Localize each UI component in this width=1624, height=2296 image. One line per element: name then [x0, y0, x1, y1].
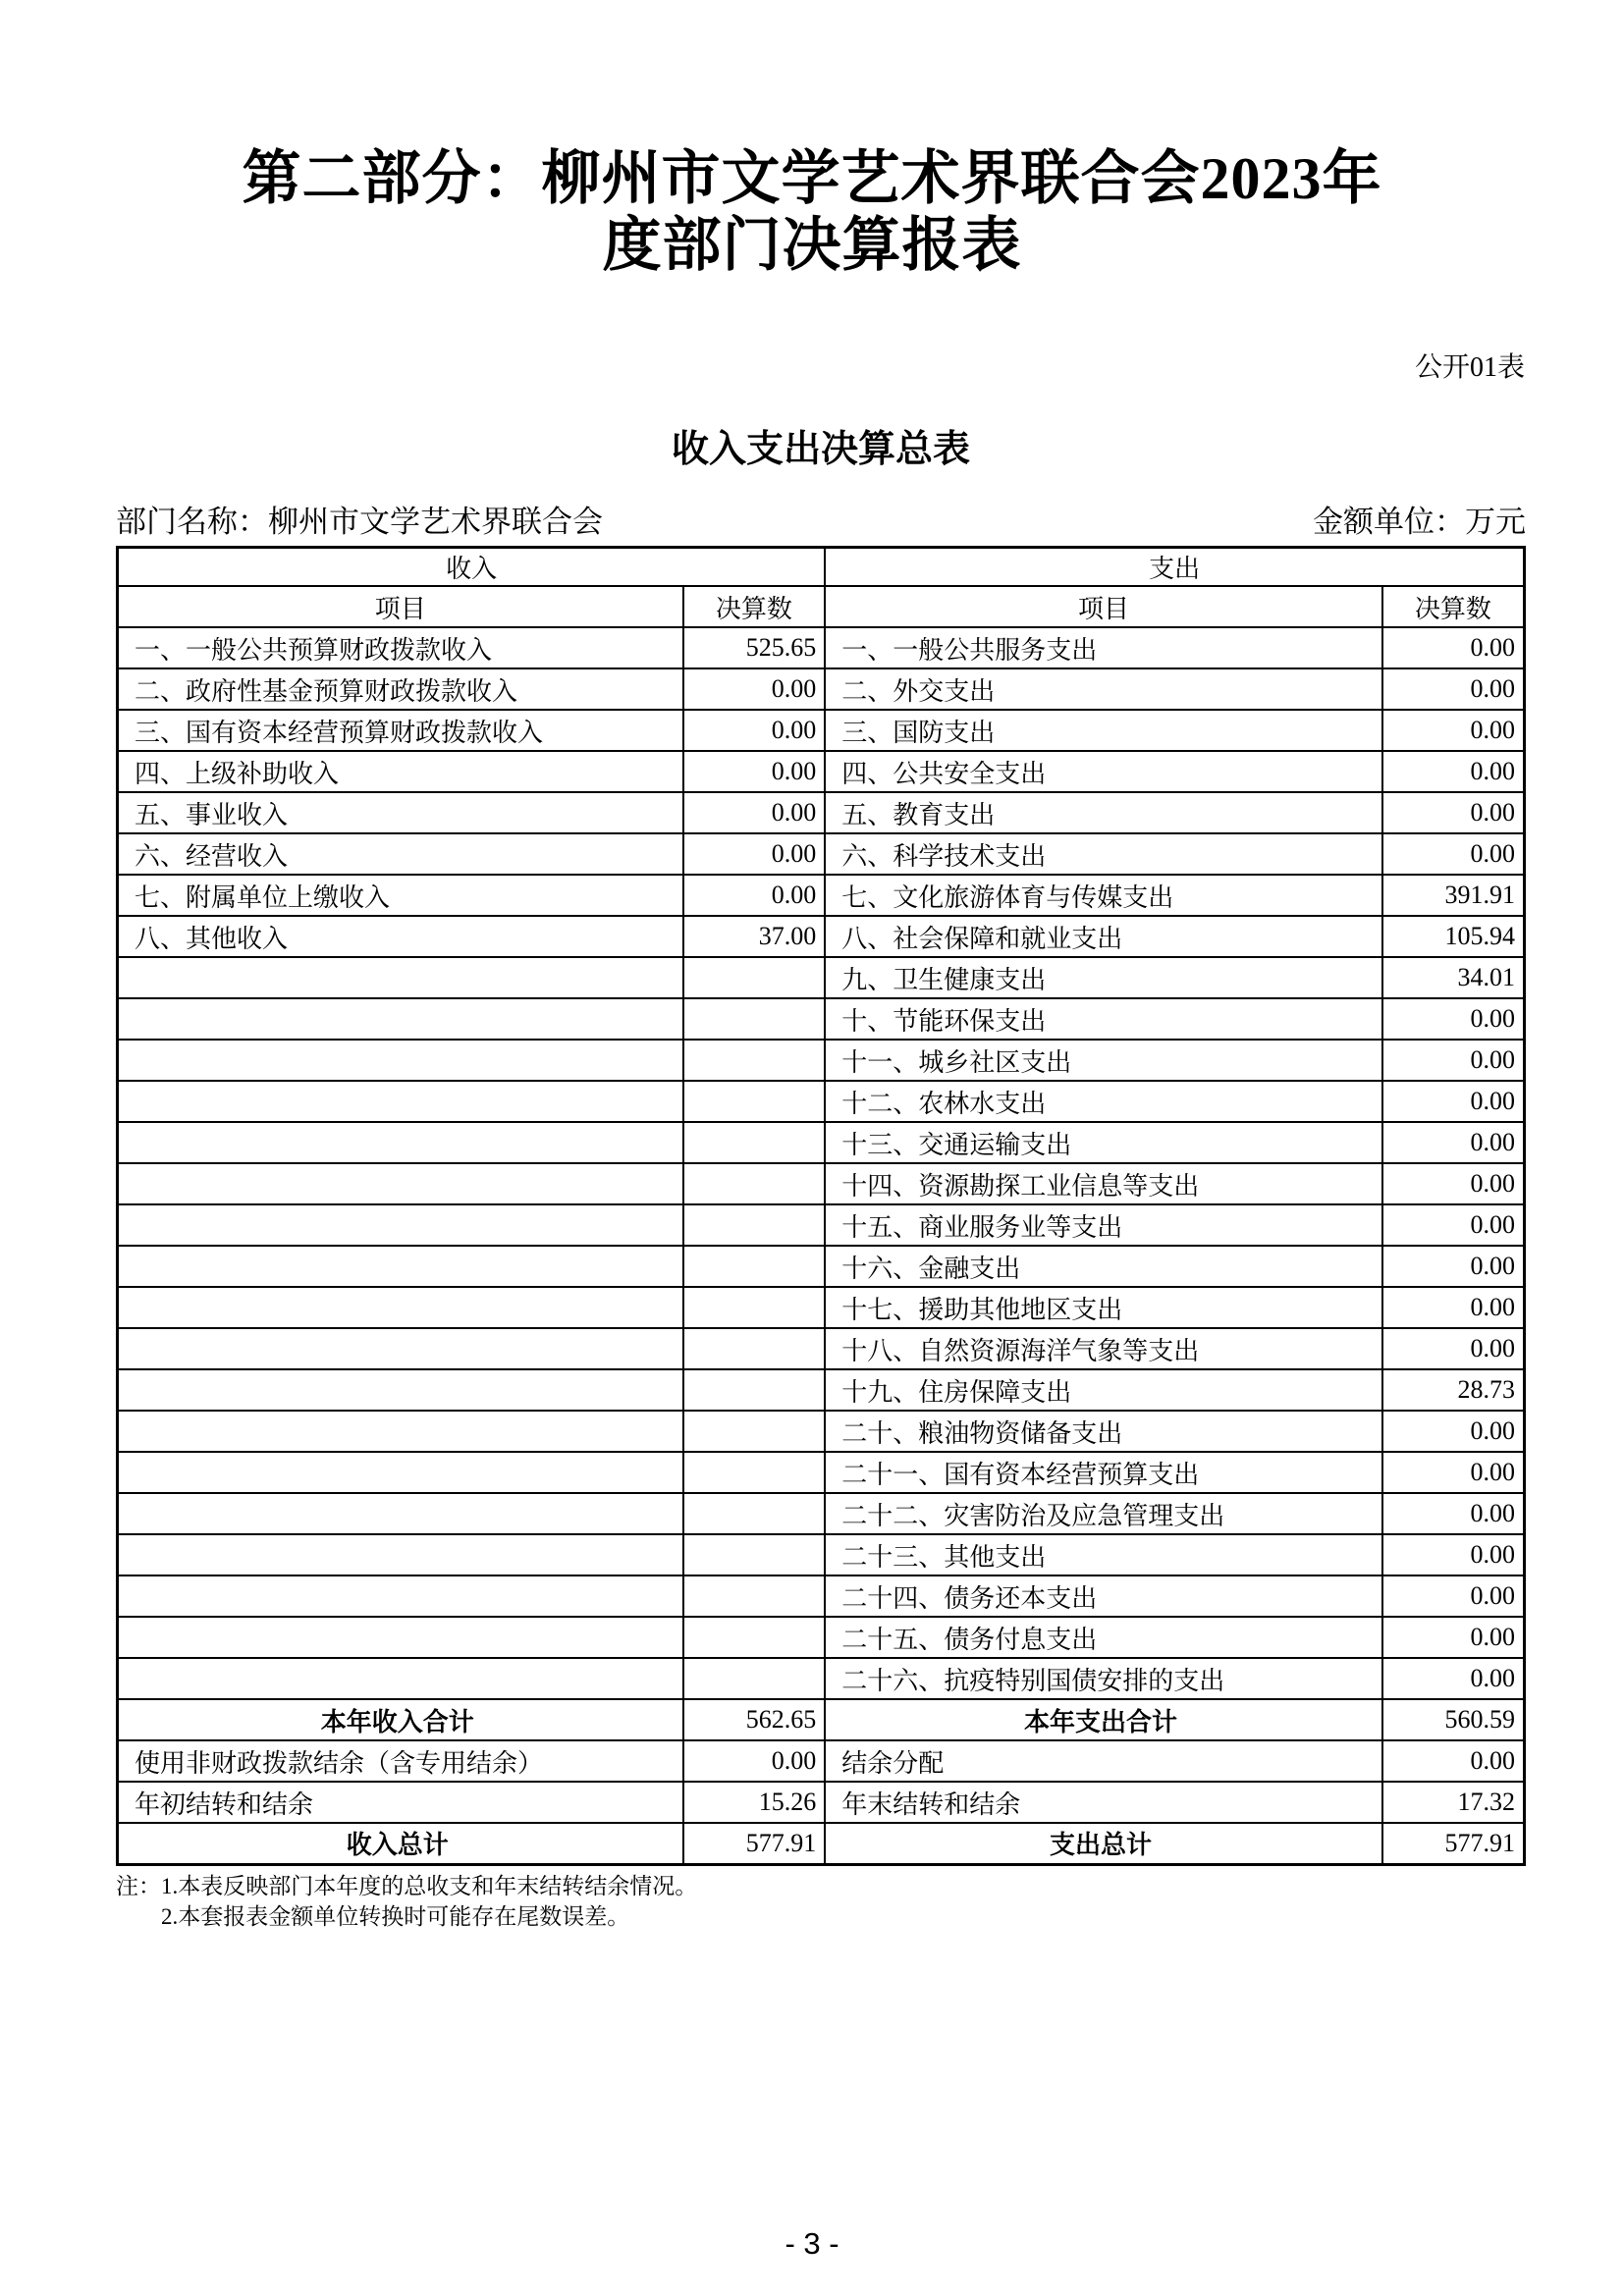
table-row: [118, 1617, 1525, 1658]
expense-amount-cell: 0.00: [1382, 627, 1525, 668]
expense-amount-cell: 0.00: [1382, 1534, 1525, 1575]
income-item-cell: [118, 1369, 683, 1411]
table-row: [118, 1782, 1525, 1823]
income-amount-cell: [683, 1369, 826, 1411]
income-amount-cell: [683, 1163, 826, 1204]
income-amount-cell: 0.00: [683, 668, 826, 710]
expense-amount-cell: 0.00: [1382, 1246, 1525, 1287]
income-item-cell: 收入总计: [118, 1823, 683, 1864]
income-item-cell: [118, 1658, 683, 1699]
expense-amount-cell: 17.32: [1382, 1782, 1525, 1823]
form-code-label: 公开01表: [1414, 352, 1525, 383]
table-row: [118, 875, 1525, 916]
expense-item-cell: 二十二、灾害防治及应急管理支出: [825, 1493, 1381, 1534]
income-item-cell: [118, 1040, 683, 1081]
expense-amount-cell: 0.00: [1382, 1328, 1525, 1369]
expense-item-cell: 二十五、债务付息支出: [825, 1617, 1381, 1658]
table-title: 收入支出决算总表: [671, 429, 970, 470]
income-amount-cell: [683, 1411, 826, 1452]
income-amount-cell: [683, 1452, 826, 1493]
expense-item-cell: 二十三、其他支出: [825, 1534, 1381, 1575]
expense-amount-cell: 0.00: [1382, 710, 1525, 751]
expense-section-header: 支出: [825, 548, 1524, 587]
income-amount-cell: 525.65: [683, 627, 826, 668]
expense-item-cell: 二十四、债务还本支出: [825, 1575, 1381, 1617]
income-amount-cell: [683, 1328, 826, 1369]
income-amount-cell: [683, 1493, 826, 1534]
expense-amount-cell: 0.00: [1382, 998, 1525, 1040]
table-row: [118, 1452, 1525, 1493]
expense-amount-cell: 0.00: [1382, 1740, 1525, 1782]
amount-unit-label: 金额单位：万元: [1313, 505, 1526, 539]
expense-item-cell: 十一、城乡社区支出: [825, 1040, 1381, 1081]
table-block: [116, 546, 1526, 1932]
income-amount-cell: 0.00: [683, 833, 826, 875]
income-item-cell: [118, 1493, 683, 1534]
document-title-line1: 第二部分：柳州市文学艺术界联合会2023年: [242, 146, 1382, 211]
table-row: [118, 833, 1525, 875]
income-amount-cell: 0.00: [683, 875, 826, 916]
expense-amount-cell: 0.00: [1382, 1204, 1525, 1246]
table-notes: [116, 1871, 1526, 1932]
expense-item-cell: 十七、援助其他地区支出: [825, 1287, 1381, 1328]
income-item-cell: 五、事业收入: [118, 792, 683, 833]
table-row: [118, 1658, 1525, 1699]
expense-amount-cell: 105.94: [1382, 916, 1525, 957]
income-amount-cell: [683, 1040, 826, 1081]
expense-amount-cell: 0.00: [1382, 1081, 1525, 1122]
income-amount-cell: 0.00: [683, 792, 826, 833]
income-item-cell: [118, 1617, 683, 1658]
income-item-cell: 二、政府性基金预算财政拨款收入: [118, 668, 683, 710]
income-amount-cell: [683, 1081, 826, 1122]
income-amount-cell: [683, 1658, 826, 1699]
expense-item-cell: 十四、资源勘探工业信息等支出: [825, 1163, 1381, 1204]
expense-item-cell: 本年支出合计: [825, 1699, 1381, 1740]
income-item-cell: [118, 1411, 683, 1452]
table-row: [118, 998, 1525, 1040]
income-amount-cell: [683, 1617, 826, 1658]
table-row: [118, 916, 1525, 957]
expense-amount-cell: 0.00: [1382, 1575, 1525, 1617]
expense-item-cell: 十二、农林水支出: [825, 1081, 1381, 1122]
expense-amount-cell: 0.00: [1382, 1411, 1525, 1452]
income-amount-cell: 37.00: [683, 916, 826, 957]
expense-amount-cell: 0.00: [1382, 668, 1525, 710]
expense-item-cell: 三、国防支出: [825, 710, 1381, 751]
table-row: [118, 627, 1525, 668]
income-item-cell: 四、上级补助收入: [118, 751, 683, 792]
table-row: [118, 957, 1525, 998]
expense-item-cell: 十九、住房保障支出: [825, 1369, 1381, 1411]
income-amount-cell: [683, 1534, 826, 1575]
income-item-cell: [118, 1122, 683, 1163]
table-row: [118, 1369, 1525, 1411]
table-row: [118, 1204, 1525, 1246]
table-row: [118, 1823, 1525, 1864]
expense-item-cell: 十三、交通运输支出: [825, 1122, 1381, 1163]
expense-item-cell: 五、教育支出: [825, 792, 1381, 833]
income-amount-cell: 577.91: [683, 1823, 826, 1864]
income-amount-cell: 0.00: [683, 710, 826, 751]
expense-amount-cell: 0.00: [1382, 1163, 1525, 1204]
table-row: [118, 1534, 1525, 1575]
income-item-cell: [118, 1246, 683, 1287]
table-row: [118, 1740, 1525, 1782]
page-number: - 3 -: [785, 2226, 839, 2261]
summary-table: [116, 546, 1526, 1866]
expense-item-cell: 二十、粮油物资储备支出: [825, 1411, 1381, 1452]
expense-item-cell: 一、一般公共服务支出: [825, 627, 1381, 668]
table-row: [118, 1122, 1525, 1163]
expense-item-cell: 结余分配: [825, 1740, 1381, 1782]
table-row: [118, 1493, 1525, 1534]
table-column-header-row: [118, 586, 1525, 627]
income-item-cell: [118, 1328, 683, 1369]
income-amount-cell: [683, 998, 826, 1040]
expense-item-cell: 十五、商业服务业等支出: [825, 1204, 1381, 1246]
table-row: [118, 1246, 1525, 1287]
expense-amount-cell: 0.00: [1382, 1617, 1525, 1658]
table-meta-row: [116, 497, 1526, 541]
income-item-cell: 本年收入合计: [118, 1699, 683, 1740]
expense-item-cell: 四、公共安全支出: [825, 751, 1381, 792]
expense-item-cell: 十、节能环保支出: [825, 998, 1381, 1040]
expense-amount-cell: 0.00: [1382, 1493, 1525, 1534]
expense-amount-cell: 0.00: [1382, 1287, 1525, 1328]
income-item-cell: [118, 1081, 683, 1122]
income-item-cell: 七、附属单位上缴收入: [118, 875, 683, 916]
expense-amount-cell: 0.00: [1382, 792, 1525, 833]
income-item-cell: [118, 1163, 683, 1204]
income-amount-cell: [683, 1287, 826, 1328]
income-amount-cell: [683, 1204, 826, 1246]
expense-item-cell: 支出总计: [825, 1823, 1381, 1864]
expense-item-cell: 七、文化旅游体育与传媒支出: [825, 875, 1381, 916]
expense-amount-cell: 0.00: [1382, 833, 1525, 875]
table-row: [118, 1575, 1525, 1617]
income-item-cell: 三、国有资本经营预算财政拨款收入: [118, 710, 683, 751]
expense-item-cell: 六、科学技术支出: [825, 833, 1381, 875]
income-amount-cell: [683, 1575, 826, 1617]
expense-amount-cell: 560.59: [1382, 1699, 1525, 1740]
income-amount-cell: 0.00: [683, 1740, 826, 1782]
document-title-line2: 度部门决算报表: [602, 213, 1022, 278]
income-amount-cell: 0.00: [683, 751, 826, 792]
income-item-cell: [118, 1575, 683, 1617]
table-row: [118, 751, 1525, 792]
expense-item-cell: 八、社会保障和就业支出: [825, 916, 1381, 957]
expense-item-cell: 二十一、国有资本经营预算支出: [825, 1452, 1381, 1493]
expense-amount-cell: 391.91: [1382, 875, 1525, 916]
income-amount-cell: 15.26: [683, 1782, 826, 1823]
table-row: [118, 1699, 1525, 1740]
expense-item-cell: 十八、自然资源海洋气象等支出: [825, 1328, 1381, 1369]
table-row: [118, 668, 1525, 710]
expense-item-cell: 二十六、抗疫特别国债安排的支出: [825, 1658, 1381, 1699]
income-item-cell: 八、其他收入: [118, 916, 683, 957]
expense-item-cell: 年末结转和结余: [825, 1782, 1381, 1823]
table-row: [118, 1411, 1525, 1452]
table-group-header-row: [118, 548, 1525, 587]
expense-amount-column-header: 决算数: [1382, 586, 1525, 627]
note-line: 注：1.本表反映部门本年度的总收支和年末结转结余情况。: [116, 1873, 698, 1898]
expense-amount-cell: 28.73: [1382, 1369, 1525, 1411]
income-item-cell: 一、一般公共预算财政拨款收入: [118, 627, 683, 668]
income-amount-cell: [683, 957, 826, 998]
income-section-header: 收入: [118, 548, 826, 587]
income-amount-cell: [683, 1246, 826, 1287]
note-line: 2.本套报表金额单位转换时可能存在尾数误差。: [161, 1903, 630, 1929]
table-row: [118, 1081, 1525, 1122]
income-amount-column-header: 决算数: [683, 586, 826, 627]
income-item-cell: 使用非财政拨款结余（含专用结余）: [118, 1740, 683, 1782]
summary-table-body: [118, 627, 1525, 1864]
department-name-label: 部门名称：柳州市文学艺术界联合会: [116, 505, 603, 539]
income-item-cell: [118, 1287, 683, 1328]
table-row: [118, 1287, 1525, 1328]
document-title: [0, 145, 1624, 279]
expense-item-column-header: 项目: [825, 586, 1381, 627]
expense-item-cell: 二、外交支出: [825, 668, 1381, 710]
expense-amount-cell: 0.00: [1382, 751, 1525, 792]
income-item-column-header: 项目: [118, 586, 683, 627]
income-amount-cell: [683, 1122, 826, 1163]
income-amount-cell: 562.65: [683, 1699, 826, 1740]
table-row: [118, 792, 1525, 833]
income-item-cell: [118, 957, 683, 998]
expense-amount-cell: 0.00: [1382, 1452, 1525, 1493]
income-item-cell: 六、经营收入: [118, 833, 683, 875]
income-item-cell: [118, 998, 683, 1040]
expense-amount-cell: 577.91: [1382, 1823, 1525, 1864]
expense-item-cell: 十六、金融支出: [825, 1246, 1381, 1287]
table-row: [118, 1040, 1525, 1081]
expense-amount-cell: 0.00: [1382, 1122, 1525, 1163]
table-row: [118, 1163, 1525, 1204]
income-item-cell: [118, 1452, 683, 1493]
income-item-cell: [118, 1204, 683, 1246]
expense-amount-cell: 0.00: [1382, 1040, 1525, 1081]
expense-amount-cell: 34.01: [1382, 957, 1525, 998]
expense-item-cell: 九、卫生健康支出: [825, 957, 1381, 998]
income-item-cell: 年初结转和结余: [118, 1782, 683, 1823]
table-row: [118, 710, 1525, 751]
income-item-cell: [118, 1534, 683, 1575]
table-row: [118, 1328, 1525, 1369]
expense-amount-cell: 0.00: [1382, 1658, 1525, 1699]
